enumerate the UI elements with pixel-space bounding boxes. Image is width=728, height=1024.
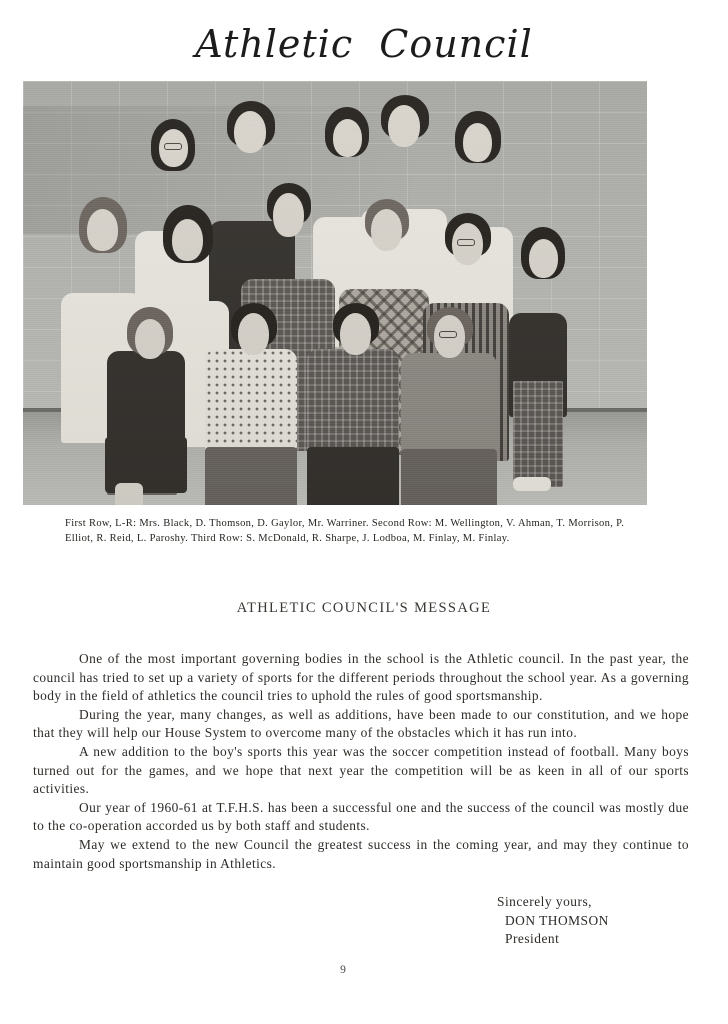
signature-name: DON THOMSON [505, 912, 609, 928]
signature-role: President [505, 931, 560, 947]
page-number: 9 [340, 964, 346, 976]
photo-grain-overlay [23, 81, 647, 505]
athletic-council-group-photo [23, 81, 647, 505]
message-paragraph: One of the most important governing bodies in the school is the Athletic council. In the past year, the council has tried to set up a variety of sports for the different periods throughout the school year. As a governing body in the field of athletics the council tries to uphold the rules of good sportsmanship. [33, 651, 689, 704]
message-body [33, 650, 689, 873]
signature-block [497, 893, 609, 949]
message-paragraph: During the year, many changes, as well as additions, have been made to our constitution, and we hope that they will help our House System to overcome many of the obstacles which it has run into. [33, 706, 689, 741]
page-title: Athletic Council [195, 22, 533, 66]
photo-scene [23, 81, 647, 505]
message-heading: ATHLETIC COUNCIL'S MESSAGE [236, 600, 492, 616]
message-paragraph: May we extend to the new Council the greatest success in the coming year, and may they continue to maintain good sportsmanship in Athletics. [33, 836, 689, 871]
photo-caption: First Row, L-R: Mrs. Black, D. Thomson, D. Gaylor, Mr. Warriner. Second Row: M. Wellington, V. Ahman, T. Morrison, P. Elliot, R. Reid, L. Paroshy. Third Row: S. McDonald, R. Sharpe, J. Lodboa, M. Finlay, M. Finlay. [65, 518, 625, 544]
message-paragraph: A new addition to the boy's sports this year was the soccer competition instead of football. Many boys turned out for the games, and we hope that next year the competition will be as keen in all of our sports activities. [33, 743, 689, 797]
signature-closing: Sincerely yours, [497, 894, 593, 909]
message-paragraph: Our year of 1960-61 at T.F.H.S. has been a successful one and the success of the council was mostly due to the co-operation accorded us by both staff and students. [33, 799, 689, 834]
